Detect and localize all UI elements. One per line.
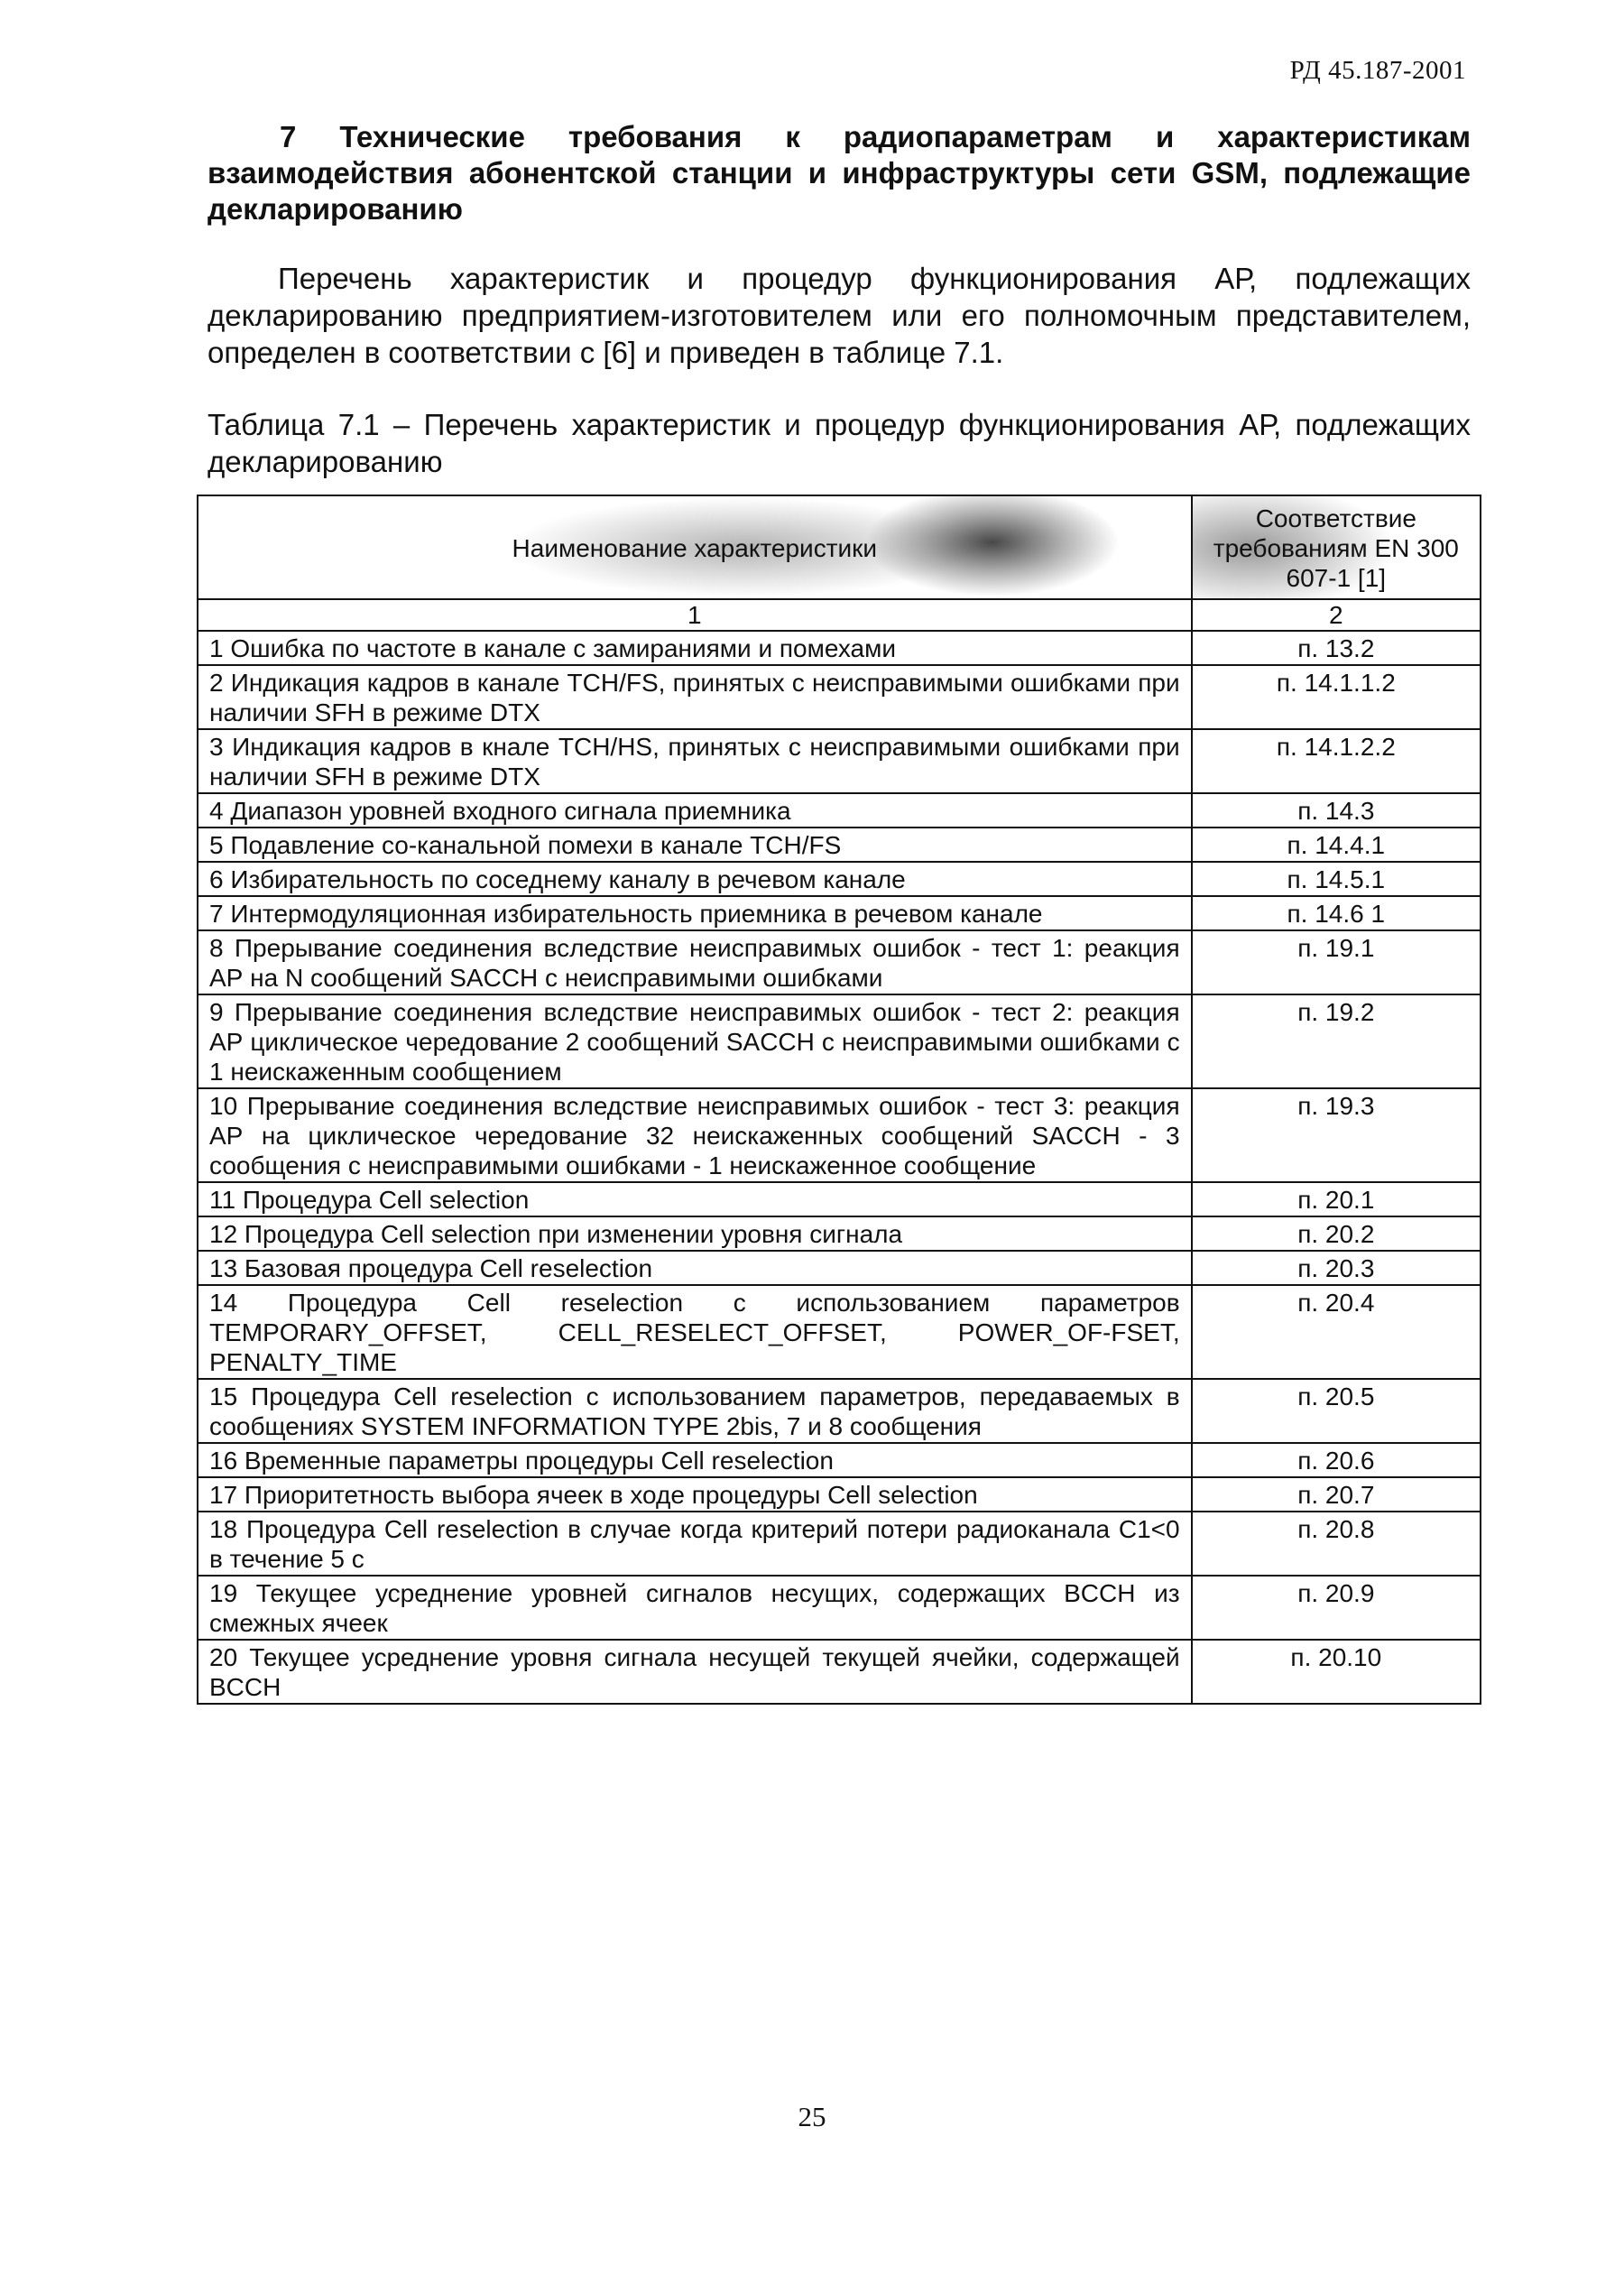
standard-reference-cell: п. 14.3	[1192, 793, 1481, 828]
standard-reference-cell: п. 20.2	[1192, 1216, 1481, 1251]
characteristic-name-cell: 12 Процедура Cell selection при изменении уровня сигнала	[198, 1216, 1192, 1251]
table-row	[198, 930, 1481, 994]
standard-reference-cell: п. 20.10	[1192, 1640, 1481, 1704]
table-header	[198, 495, 1481, 631]
characteristic-name-cell: 11 Процедура Cell selection	[198, 1182, 1192, 1216]
characteristic-name-cell: 19 Текущее усреднение уровней сигналов несущих, содержащих BCCH из смежных ячеек	[198, 1576, 1192, 1640]
table-body	[198, 631, 1481, 1704]
standard-reference-cell: п. 19.3	[1192, 1088, 1481, 1182]
table-row	[198, 862, 1481, 896]
intro-paragraph: Перечень характеристик и процедур функционирования АР, подлежащих декларированию предприятием-изготовителем или его полномочным представителем, определен в соответствии с [6] и приведен в таблице 7.1.	[208, 262, 1471, 369]
standard-reference-cell: п. 14.4.1	[1192, 828, 1481, 862]
requirements-table	[197, 495, 1481, 1705]
standard-reference-cell: п. 20.3	[1192, 1251, 1481, 1285]
standard-reference-cell: п. 20.5	[1192, 1379, 1481, 1443]
standard-reference-cell: п. 14.5.1	[1192, 862, 1481, 896]
standard-reference-cell: п. 14.1.2.2	[1192, 729, 1481, 793]
table-row	[198, 1379, 1481, 1443]
characteristic-name-cell: 3 Индикация кадров в кнале TCH/HS, принятых с неисправимыми ошибками при наличии SFH в режиме DTX	[198, 729, 1192, 793]
standard-reference-cell: п. 19.1	[1192, 930, 1481, 994]
header-row	[198, 495, 1481, 599]
characteristic-name-cell: 2 Индикация кадров в канале TCH/FS, принятых с неисправимыми ошибками при наличии SFH в режиме DTX	[198, 665, 1192, 729]
characteristic-name-cell: 13 Базовая процедура Cell reselection	[198, 1251, 1192, 1285]
standard-reference-cell: п. 20.7	[1192, 1477, 1481, 1512]
table-row	[198, 896, 1481, 930]
table-caption: Таблица 7.1 – Перечень характеристик и процедур функционирования АР, подлежащих декларированию	[208, 408, 1471, 478]
standard-reference-cell: п. 20.1	[1192, 1182, 1481, 1216]
column-header-reference: Соответствие требованиям EN 300 607-1 [1]	[1192, 495, 1481, 599]
characteristic-name-cell: 20 Текущее усреднение уровня сигнала несущей текущей ячейки, содержащей BCCH	[198, 1640, 1192, 1704]
column-header-name: Наименование характеристики	[198, 495, 1192, 599]
characteristic-name-cell: 4 Диапазон уровней входного сигнала приемника	[198, 793, 1192, 828]
standard-reference-cell: п. 20.6	[1192, 1443, 1481, 1477]
characteristic-name-cell: 9 Прерывание соединения вследствие неисправимых ошибок - тест 2: реакция АР циклическое чередование 2 сообщений SACCH с неисправимыми ошибками с 1 неискаженным сообщением	[198, 994, 1192, 1088]
table-row	[198, 1088, 1481, 1182]
page-number: 25	[798, 2101, 826, 2132]
standard-reference-cell: п. 13.2	[1192, 631, 1481, 665]
table-row	[198, 665, 1481, 729]
table-row	[198, 1512, 1481, 1576]
table-row	[198, 994, 1481, 1088]
table-row	[198, 1443, 1481, 1477]
table-row	[198, 1251, 1481, 1285]
characteristic-name-cell: 7 Интермодуляционная избирательность приемника в речевом канале	[198, 896, 1192, 930]
table-row	[198, 828, 1481, 862]
characteristic-name-cell: 6 Избирательность по соседнему каналу в речевом канале	[198, 862, 1192, 896]
characteristic-name-cell: 8 Прерывание соединения вследствие неисправимых ошибок - тест 1: реакция АР на N сообщений SACCH с неисправимыми ошибками	[198, 930, 1192, 994]
table-row	[198, 1576, 1481, 1640]
characteristic-name-cell: 17 Приоритетность выбора ячеек в ходе процедуры Cell selection	[198, 1477, 1192, 1512]
characteristic-name-cell: 16 Временные параметры процедуры Cell reselection	[198, 1443, 1192, 1477]
characteristic-name-cell: 14 Процедура Cell reselection с использованием параметров TEMPORARY_OFFSET, CELL_RESELECT_OFFSET, POWER_OF-FSET, PENALTY_TIME	[198, 1285, 1192, 1379]
characteristic-name-cell: 15 Процедура Cell reselection с использованием параметров, передаваемых в сообщениях SYSTEM INFORMATION TYPE 2bis, 7 и 8 сообщения	[198, 1379, 1192, 1443]
table-row	[198, 1182, 1481, 1216]
standard-reference-cell: п. 20.9	[1192, 1576, 1481, 1640]
table-row	[198, 1640, 1481, 1704]
characteristic-name-cell: 1 Ошибка по частоте в канале с замираниями и помехами	[198, 631, 1192, 665]
table-row	[198, 1285, 1481, 1379]
standard-reference-cell: п. 14.1.1.2	[1192, 665, 1481, 729]
characteristic-name-cell: 10 Прерывание соединения вследствие неисправимых ошибок - тест 3: реакция АР на циклическое чередование 32 неискаженных сообщений SACCH - 3 сообщения с неисправимыми ошибками - 1 неискаженное сообщение	[198, 1088, 1192, 1182]
document-code: РД 45.187-2001	[1289, 56, 1466, 85]
characteristic-name-cell: 18 Процедура Cell reselection в случае когда критерий потери радиоканала С1<0 в течение 5 с	[198, 1512, 1192, 1576]
section-heading: 7 Технические требования к радиопараметрам и характеристикам взаимодействия абонентской станции и инфраструктуры сети GSM, подлежащие декларированию	[208, 120, 1471, 226]
table-row	[198, 793, 1481, 828]
characteristic-name-cell: 5 Подавление со-канальной помехи в канале TCH/FS	[198, 828, 1192, 862]
column-number-1: 1	[198, 599, 1192, 631]
table-row	[198, 631, 1481, 665]
table-row	[198, 1216, 1481, 1251]
table-row	[198, 1477, 1481, 1512]
standard-reference-cell: п. 19.2	[1192, 994, 1481, 1088]
standard-reference-cell: п. 14.6 1	[1192, 896, 1481, 930]
column-number-2: 2	[1192, 599, 1481, 631]
standard-reference-cell: п. 20.8	[1192, 1512, 1481, 1576]
table-row	[198, 729, 1481, 793]
column-number-row	[198, 599, 1481, 631]
standard-reference-cell: п. 20.4	[1192, 1285, 1481, 1379]
